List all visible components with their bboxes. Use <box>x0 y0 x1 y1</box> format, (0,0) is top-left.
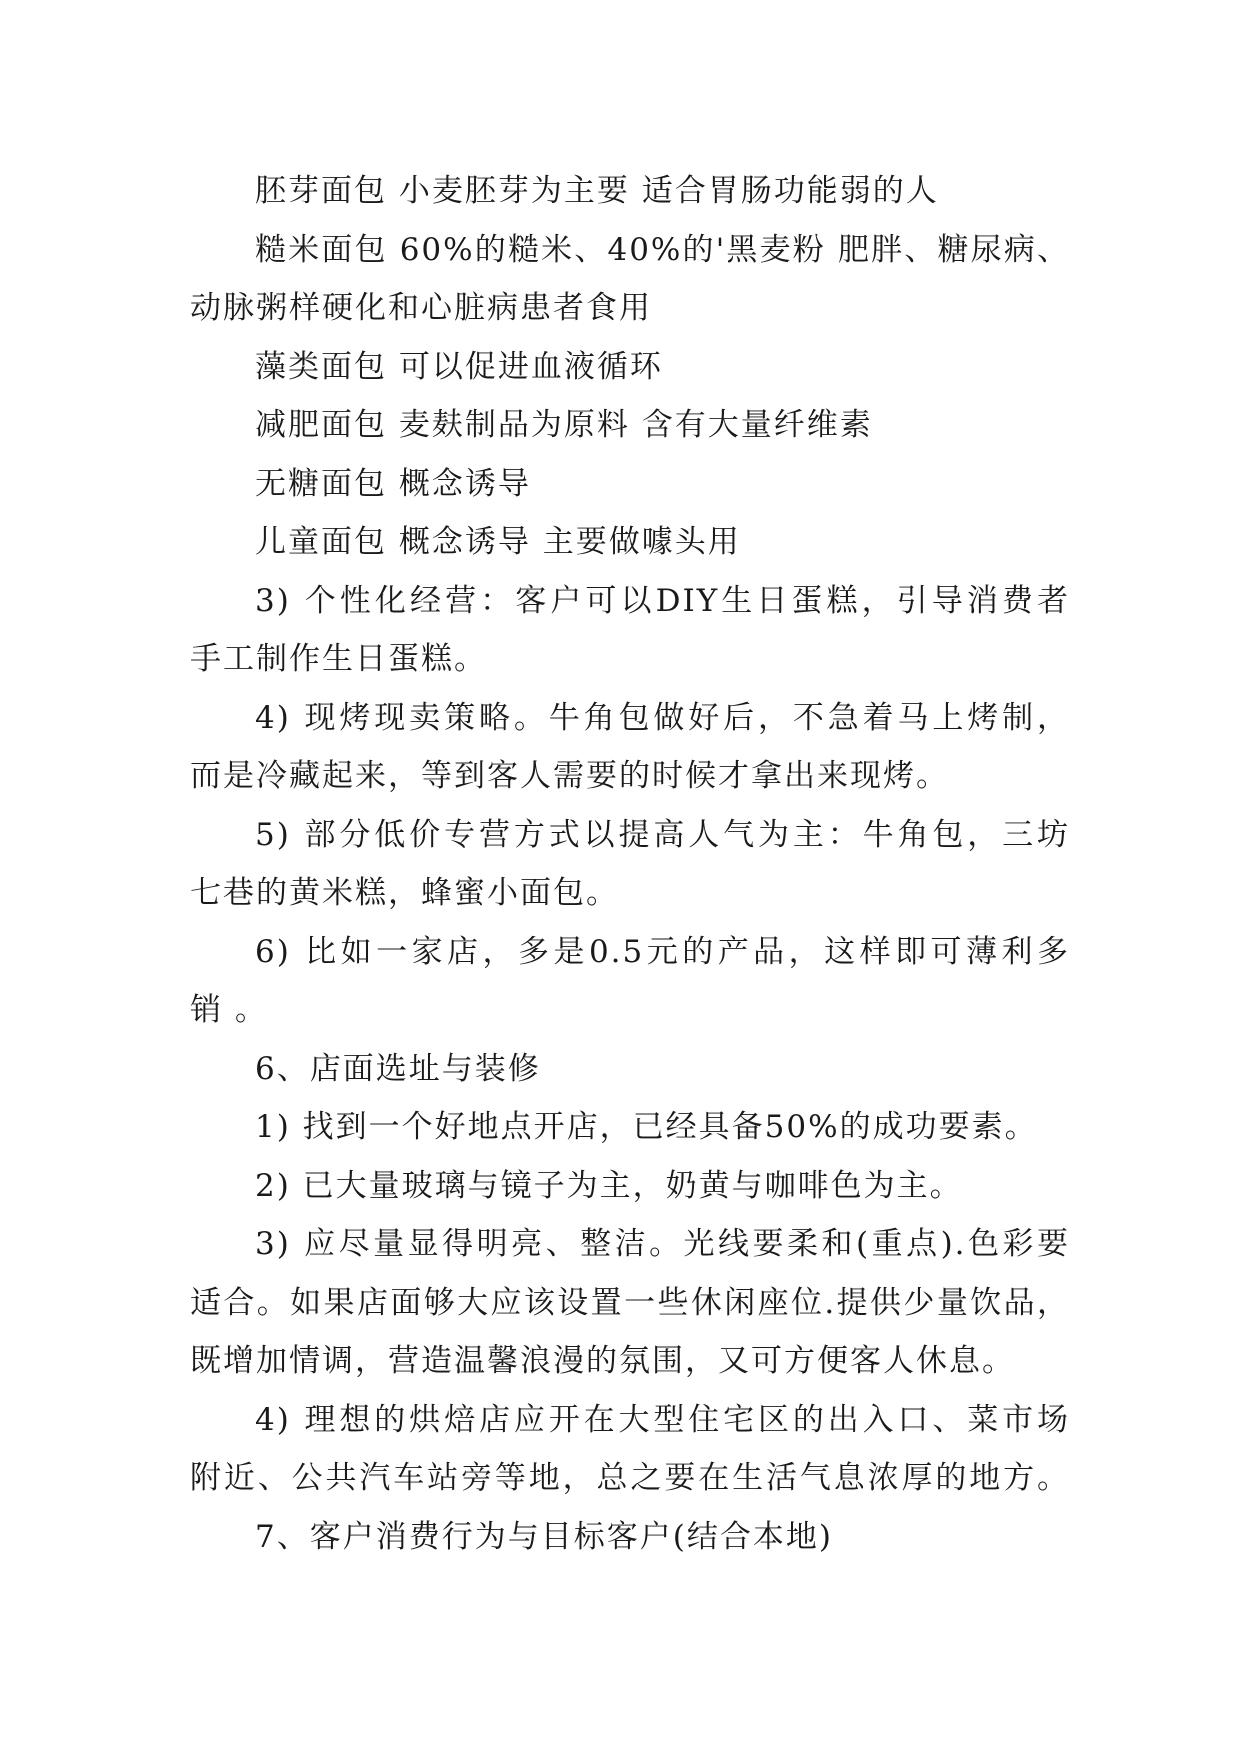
text-line: 3) 应尽量显得明亮、整洁。光线要柔和(重点).色彩要 <box>255 1226 1070 1262</box>
text-line: 4) 理想的烘焙店应开在大型住宅区的出入口、菜市场 <box>255 1401 1070 1438</box>
text-line: 七巷的黄米糕，蜂蜜小面包。 <box>190 875 619 911</box>
text-line: 既增加情调，营造温馨浪漫的氛围，又可方便客人休息。 <box>190 1343 1015 1379</box>
text-line: 3) 个性化经营：客户可以DIY生日蛋糕，引导消费者 <box>255 582 1070 619</box>
text-line: 6、店面选址与装修 <box>255 1050 541 1087</box>
text-line: 销 。 <box>190 992 268 1028</box>
text-line: 儿童面包 概念诱导 主要做噱头用 <box>255 524 741 560</box>
text-line: 适合。如果店面够大应该设置一些休闲座位.提供少量饮品， <box>190 1284 1070 1321</box>
text-line: 4) 现烤现卖策略。牛角包做好后，不急着马上烤制， <box>255 699 1070 736</box>
text-line: 无糖面包 概念诱导 <box>255 465 531 502</box>
text-line: 2) 已大量玻璃与镜子为主，奶黄与咖啡色为主。 <box>255 1167 963 1204</box>
text-line: 1) 找到一个好地点开店，已经具备50%的成功要素。 <box>255 1109 1038 1145</box>
document-page <box>190 162 1070 1566</box>
text-line: 动脉粥样硬化和心脏病患者食用 <box>190 290 652 326</box>
text-line: 5) 部分低价专营方式以提高人气为主：牛角包，三坊 <box>255 816 1070 853</box>
text-line: 手工制作生日蛋糕。 <box>190 641 487 677</box>
text-line: 藻类面包 可以促进血液循环 <box>255 348 663 385</box>
text-line: 减肥面包 麦麸制品为原料 含有大量纤维素 <box>255 407 873 443</box>
text-line: 附近、公共汽车站旁等地，总之要在生活气息浓厚的地方。 <box>190 1460 1070 1496</box>
text-line: 7、客户消费行为与目标客户(结合本地) <box>255 1518 833 1555</box>
text-line: 糙米面包 60%的糙米、40%的'黑麦粉 肥胖、糖尿病、 <box>255 231 1070 268</box>
text-line: 胚芽面包 小麦胚芽为主要 适合胃肠功能弱的人 <box>255 173 939 209</box>
text-line: 而是冷藏起来，等到客人需要的时候才拿出来现烤。 <box>190 758 949 794</box>
text-line: 6) 比如一家店，多是0.5元的产品，这样即可薄利多 <box>255 933 1070 970</box>
